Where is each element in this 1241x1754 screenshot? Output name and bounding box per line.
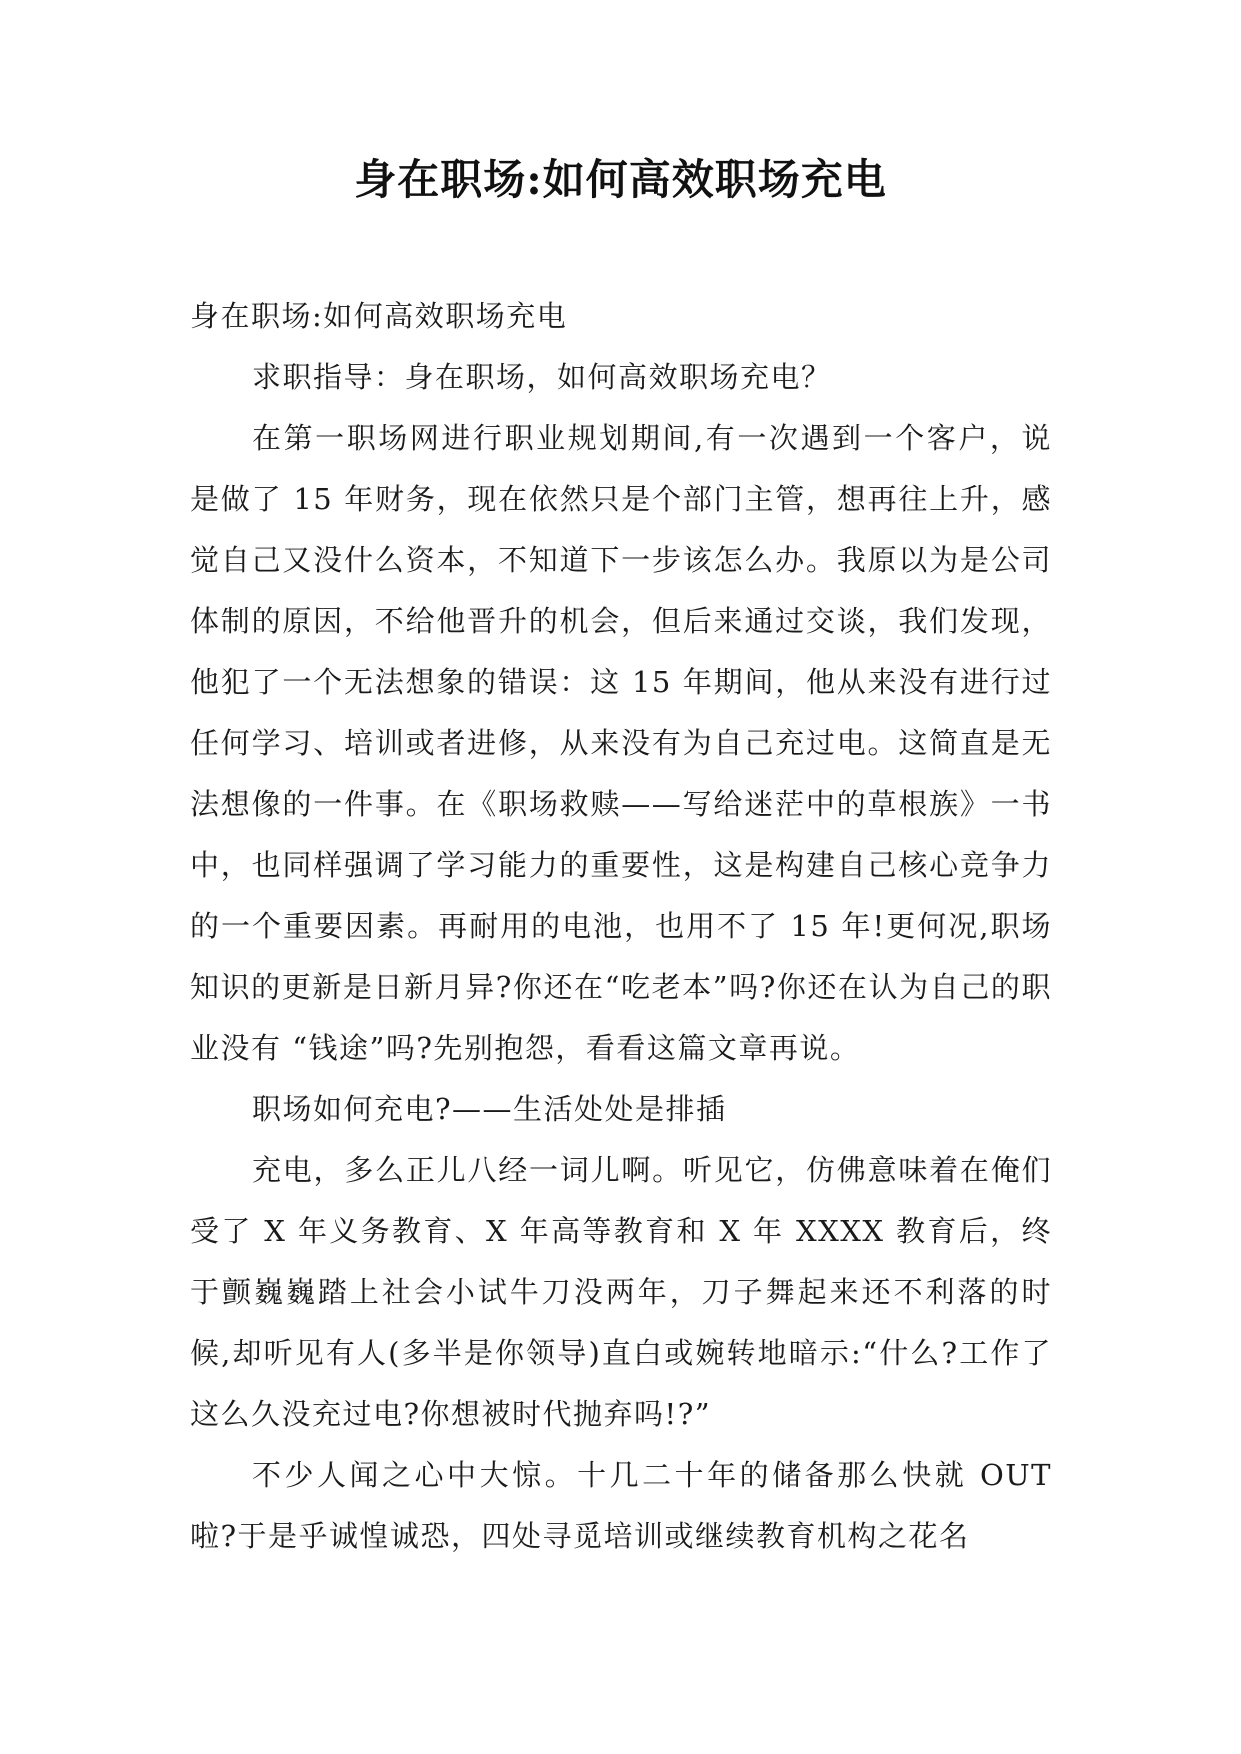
- paragraph-charging: 充电，多么正儿八经一词儿啊。听见它，仿佛意味着在俺们受了 X 年义务教育、X 年高等教育和 X 年 XXXX 教育后，终于颤巍巍踏上社会小试牛刀没两年，刀子舞起来还不利落的时候,却听见有人(多半是你领导)直白或婉转地暗示:“什么?工作了这么久没充过电?你想被时代抛弃吗!?”: [190, 1153, 1052, 1431]
- paragraph-story: 在第一职场网进行职业规划期间,有一次遇到一个客户，说是做了 15 年财务，现在依然只是个部门主管，想再往上升，感觉自己又没什么资本，不知道下一步该怎么办。我原以为是公司体制的原因，不给他晋升的机会，但后来通过交谈，我们发现，他犯了一个无法想象的错误：这 15 年期间，他从来没有进行过任何学习、培训或者进修，从来没有为自己充过电。这简直是无法想像的一件事。在《职场救赎——写给迷茫中的草根族》一书中，也同样强调了学习能力的重要性，这是构建自己核心竞争力的一个重要因素。再耐用的电池，也用不了 15 年!更何况,职场知识的更新是日新月异?你还在“吃老本”吗?你还在认为自己的职业没有 “钱途”吗?先别抱怨，看看这篇文章再说。: [190, 421, 1052, 1065]
- paragraph-section-heading: 职场如何充电?——生活处处是排插: [252, 1092, 727, 1126]
- paragraph-reaction: 不少人闻之心中大惊。十几二十年的储备那么快就 OUT 啦?于是乎诚惶诚恐，四处寻觅培训或继续教育机构之花名: [190, 1458, 1052, 1553]
- document-title: 身在职场:如何高效职场充电: [354, 155, 887, 204]
- paragraph-guide: 求职指导：身在职场，如何高效职场充电？: [252, 360, 832, 394]
- document-body: [190, 286, 1052, 1567]
- paragraph-subtitle: 身在职场:如何高效职场充电: [190, 299, 568, 333]
